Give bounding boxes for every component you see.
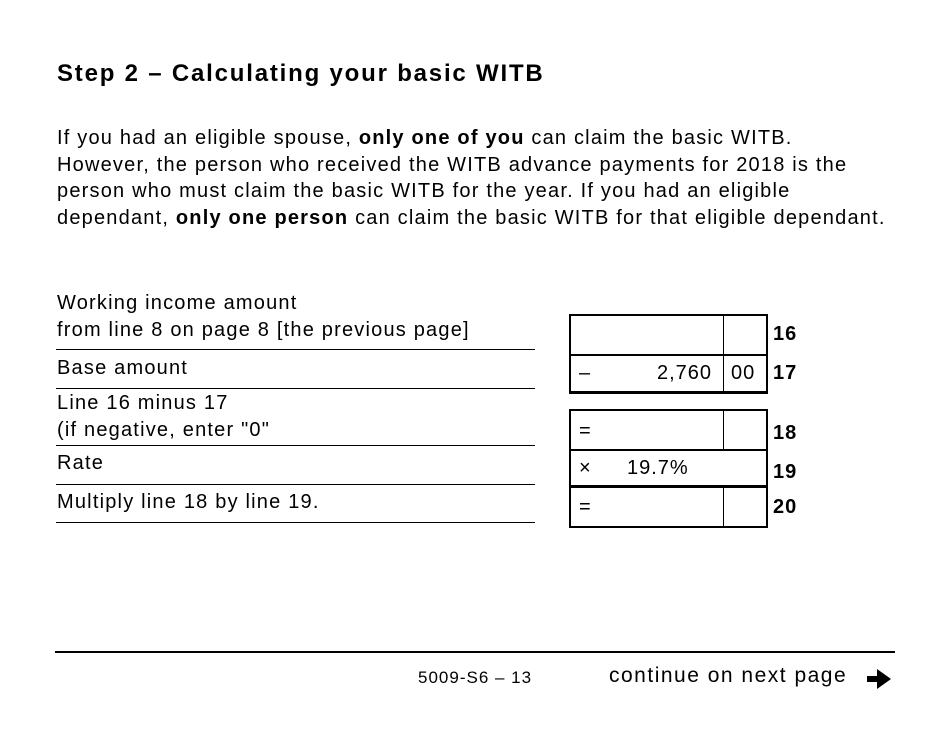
line-19-label: Rate (57, 452, 105, 474)
continue-next-page-text: continue on next page (609, 664, 848, 687)
intro-paragraph (57, 125, 887, 231)
line-19-times-sign: × (579, 457, 591, 479)
line-19-number: 19 (773, 461, 798, 483)
line-16-label (57, 290, 534, 343)
line-16-amount-field[interactable] (569, 314, 768, 356)
line-17-cents: 00 (731, 362, 756, 384)
line-16-label-line2: from line 8 on page 8 [the previous page] (57, 318, 470, 341)
line-16-label-line1: Working income amount (57, 292, 298, 314)
line-18-amount-field[interactable] (569, 409, 768, 451)
line-20-label: Multiply line 18 by line 19. (57, 491, 320, 513)
line-18-label (57, 390, 534, 443)
line-18-equals-sign: = (579, 420, 591, 442)
line-18-label-line2: (if negative, enter "0" (57, 418, 271, 441)
line-20-amount-field[interactable] (569, 487, 768, 528)
line-17-dollars: 2,760 (657, 362, 713, 384)
intro-text-3: can claim the basic WITB for that eligible dependant. (348, 206, 886, 229)
line-17-total-rule (569, 391, 768, 394)
right-arrow-icon (865, 666, 893, 692)
line-17-amount-field (569, 354, 768, 393)
intro-text-2: can claim the basic WITB. However, the person who received the WITB advance payments for 2018 is the person who must claim the basic WITB for the year. If you had an eligible dependant, (57, 127, 848, 229)
line-19-rate: 19.7% (627, 457, 689, 479)
line-16-rule (56, 349, 535, 350)
line-18-rule (56, 445, 535, 446)
intro-bold-1: only one of you (358, 127, 525, 149)
line-19-rule (56, 484, 535, 485)
line-17-rule (56, 388, 535, 389)
line-17-minus-sign: – (579, 362, 591, 384)
line-20-equals-sign: = (579, 496, 591, 518)
intro-text-1: If you had an eligible spouse, (57, 127, 359, 149)
intro-bold-2: only one person (175, 206, 349, 229)
line-18-number: 18 (773, 422, 798, 444)
line-20-number: 20 (773, 496, 798, 518)
footer-rule (55, 651, 895, 653)
line-20-rule (56, 522, 535, 523)
line-17-cents-divider (723, 354, 724, 391)
line-19-rate-field (569, 449, 768, 487)
line-18-label-line1: Line 16 minus 17 (57, 392, 229, 414)
line-17-number: 17 (773, 362, 798, 384)
line-18-cents-divider (723, 411, 724, 449)
line-16-cents-divider (723, 316, 724, 354)
form-page-number: 5009-S6 – 13 (418, 668, 533, 687)
page-title: Step 2 – Calculating your basic WITB (57, 60, 545, 87)
line-16-number: 16 (773, 323, 798, 345)
line-17-label: Base amount (57, 357, 189, 379)
line-20-cents-divider (723, 487, 724, 526)
